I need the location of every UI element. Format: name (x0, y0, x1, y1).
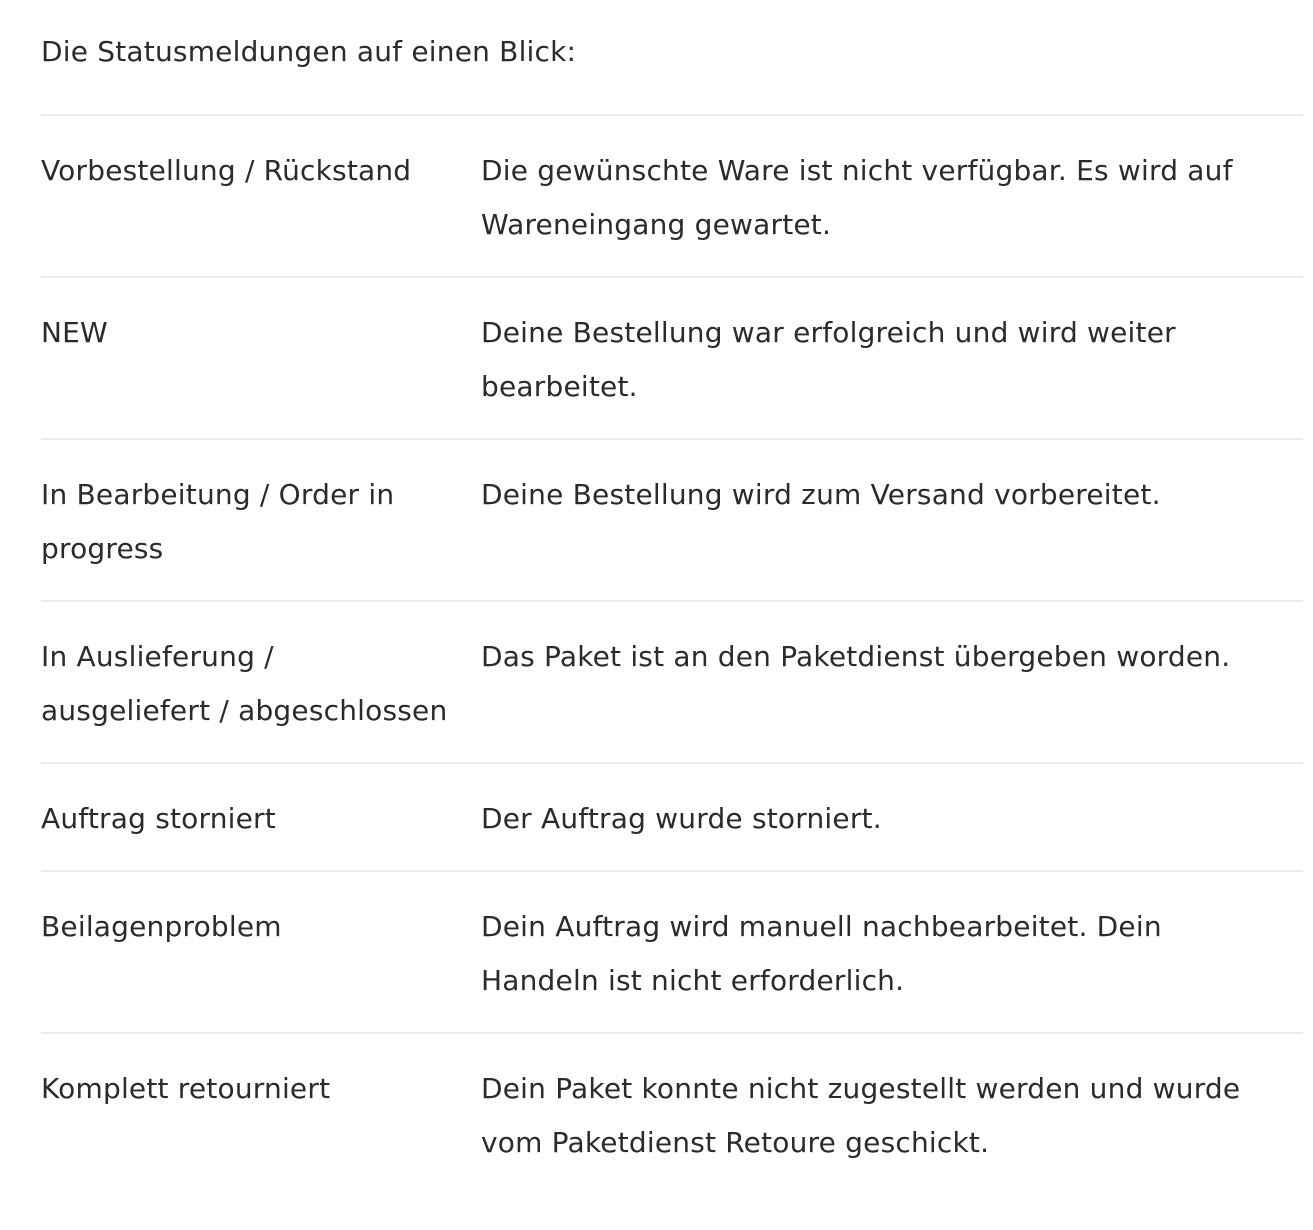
status-cell: Komplett retourniert (41, 1072, 331, 1105)
status-cell: Auftrag storniert (41, 802, 276, 835)
table-row (41, 763, 1303, 871)
status-cell: In Auslieferung / ausgeliefert / abgeschlossen (41, 640, 448, 727)
status-cell: Vorbestellung / Rückstand (41, 154, 412, 187)
table-row (41, 277, 1303, 439)
description-cell: Dein Paket konnte nicht zugestellt werden und wurde vom Paketdienst Retoure geschickt. (481, 1072, 1241, 1159)
table-row (41, 871, 1303, 1033)
description-cell: Deine Bestellung war erfolgreich und wird weiter bearbeitet. (481, 316, 1176, 403)
status-cell: NEW (41, 316, 108, 349)
status-cell: Beilagenproblem (41, 910, 282, 943)
table-row (41, 601, 1303, 763)
description-cell: Das Paket ist an den Paketdienst übergeben worden. (481, 640, 1231, 673)
description-cell: Die gewünschte Ware ist nicht verfügbar. Es wird auf Wareneingang gewartet. (481, 154, 1233, 241)
intro-text: Die Statusmeldungen auf einen Blick: (41, 35, 577, 68)
description-cell: Der Auftrag wurde storniert. (481, 802, 882, 835)
table-row (41, 1033, 1303, 1194)
status-table (41, 114, 1303, 1194)
description-cell: Dein Auftrag wird manuell nachbearbeitet. Dein Handeln ist nicht erforderlich. (481, 910, 1162, 997)
description-cell: Deine Bestellung wird zum Versand vorbereitet. (481, 478, 1161, 511)
table-row (41, 439, 1303, 601)
status-cell: In Bearbeitung / Order in progress (41, 478, 395, 565)
table-row (41, 115, 1303, 277)
